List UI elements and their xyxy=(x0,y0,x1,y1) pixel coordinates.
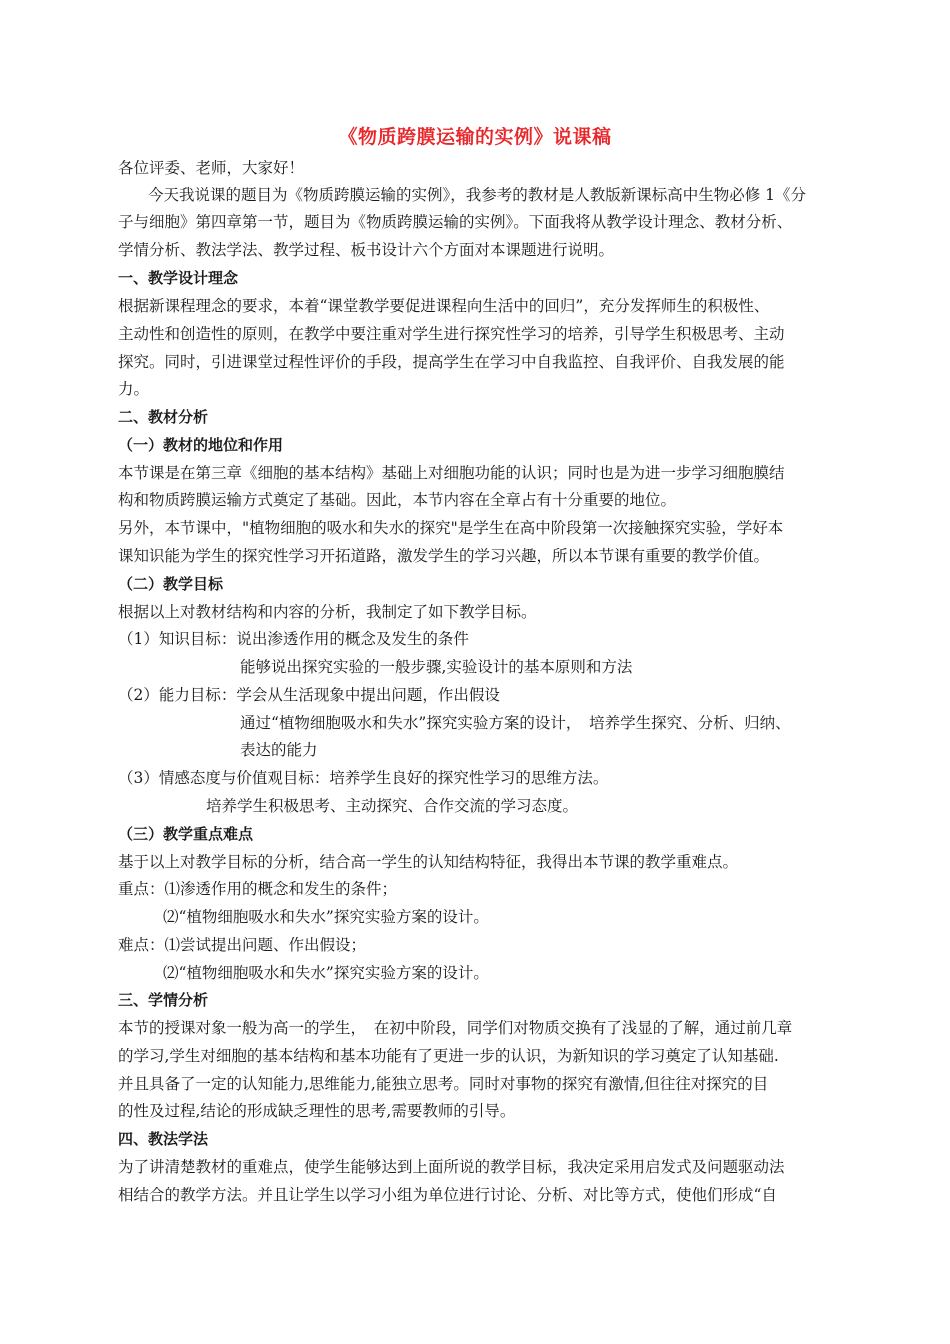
goal-line: 培养学生积极思考、主动探究、合作交流的学习态度。 xyxy=(206,797,579,815)
paragraph-line: 并且具备了一定的认知能力,思维能力,能独立思考。同时对事物的探究有激情,但往往对探究的目 xyxy=(118,1075,769,1093)
paragraph-line: 今天我说课的题目为《物质跨膜运输的实例》，我参考的教材是人教版新课标高中生物必修 1《分 xyxy=(148,186,807,204)
key-point-line: ⑵“植物细胞吸水和失水”探究实验方案的设计。 xyxy=(163,908,489,926)
paragraph-line: 的性及过程,结论的形成缺乏理性的思考,需要教师的引导。 xyxy=(118,1102,516,1120)
difficulty-line: 难点：⑴尝试提出问题、作出假设； xyxy=(118,936,367,954)
goal-line: （1）知识目标：说出渗透作用的概念及发生的条件 xyxy=(118,630,469,648)
paragraph-line: 另外，本节课中，"植物细胞的吸水和失水的探究"是学生在高中阶段第一次接触探究实验，学好本 xyxy=(118,519,784,537)
page-title: 《物质跨膜运输的实例》说课稿 xyxy=(338,126,612,148)
paragraph-line: 学情分析、教法学法、教学过程、板书设计六个方面对本课题进行说明。 xyxy=(118,241,615,259)
greeting-line: 各位评委、老师，大家好！ xyxy=(118,159,305,177)
section-heading: 三、学情分析 xyxy=(118,991,209,1009)
paragraph-line: 探究。同时，引进课堂过程性评价的手段，提高学生在学习中自我监控、自我评价、自我发展的能 xyxy=(118,353,785,371)
paragraph-line: 基于以上对教学目标的分析，结合高一学生的认知结构特征，我得出本节课的教学重难点。 xyxy=(118,853,739,871)
difficulty-line: ⑵“植物细胞吸水和失水”探究实验方案的设计。 xyxy=(163,964,489,982)
goal-line: 表达的能力 xyxy=(240,741,318,759)
goal-line: 通过“植物细胞吸水和失水”探究实验方案的设计， 培养学生探究、分析、归纳、 xyxy=(240,714,791,732)
section-heading: 四、教法学法 xyxy=(118,1130,209,1148)
paragraph-line: 的学习,学生对细胞的基本结构和基本功能有了更进一步的认识，为新知识的学习奠定了认知基础. xyxy=(118,1047,779,1065)
paragraph-line: 为了讲清楚教材的重难点，使学生能够达到上面所说的教学目标，我决定采用启发式及问题驱动法 xyxy=(118,1158,785,1176)
subsection-heading: （三）教学重点难点 xyxy=(118,825,254,843)
key-point-line: 重点：⑴渗透作用的概念和发生的条件； xyxy=(118,880,398,898)
section-heading: 一、教学设计理念 xyxy=(118,269,239,287)
paragraph-line: 相结合的教学方法。并且让学生以学习小组为单位进行讨论、分析、对比等方式，使他们形成“自 xyxy=(118,1186,777,1204)
paragraph-line: 主动性和创造性的原则，在教学中要注重对学生进行探究性学习的培养，引导学生积极思考、主动 xyxy=(118,325,785,343)
subsection-heading: （二）教学目标 xyxy=(118,575,224,593)
paragraph-line: 本节课是在第三章《细胞的基本结构》基础上对细胞功能的认识；同时也是为进一步学习细胞膜结 xyxy=(118,464,785,482)
paragraph-line: 构和物质跨膜运输方式奠定了基础。因此，本节内容在全章占有十分重要的地位。 xyxy=(118,491,677,509)
paragraph-line: 根据以上对教材结构和内容的分析，我制定了如下教学目标。 xyxy=(118,603,537,621)
paragraph-line: 课知识能为学生的探究性学习开拓道路，激发学生的学习兴趣，所以本节课有重要的教学价值。 xyxy=(118,547,770,565)
paragraph-line: 本节的授课对象一般为高一的学生， 在初中阶段，同学们对物质交换有了浅显的了解，通过前几章 xyxy=(118,1019,793,1037)
paragraph-line: 力。 xyxy=(118,380,150,398)
goal-line: （3）情感态度与价值观目标：培养学生良好的探究性学习的思维方法。 xyxy=(118,769,609,787)
section-heading: 二、教材分析 xyxy=(118,408,209,426)
subsection-heading: （一）教材的地位和作用 xyxy=(118,436,284,454)
paragraph-line: 根据新课程理念的要求，本着“课堂教学要促进课程向生活中的回归”，充分发挥师生的积极性、 xyxy=(118,297,770,315)
goal-line: （2）能力目标：学会从生活现象中提出问题，作出假设 xyxy=(118,686,500,704)
goal-line: 能够说出探究实验的一般步骤,实验设计的基本原则和方法 xyxy=(240,658,633,676)
paragraph-line: 子与细胞》第四章第一节，题目为《物质跨膜运输的实例》。下面我将从教学设计理念、教材分析、 xyxy=(118,213,793,231)
